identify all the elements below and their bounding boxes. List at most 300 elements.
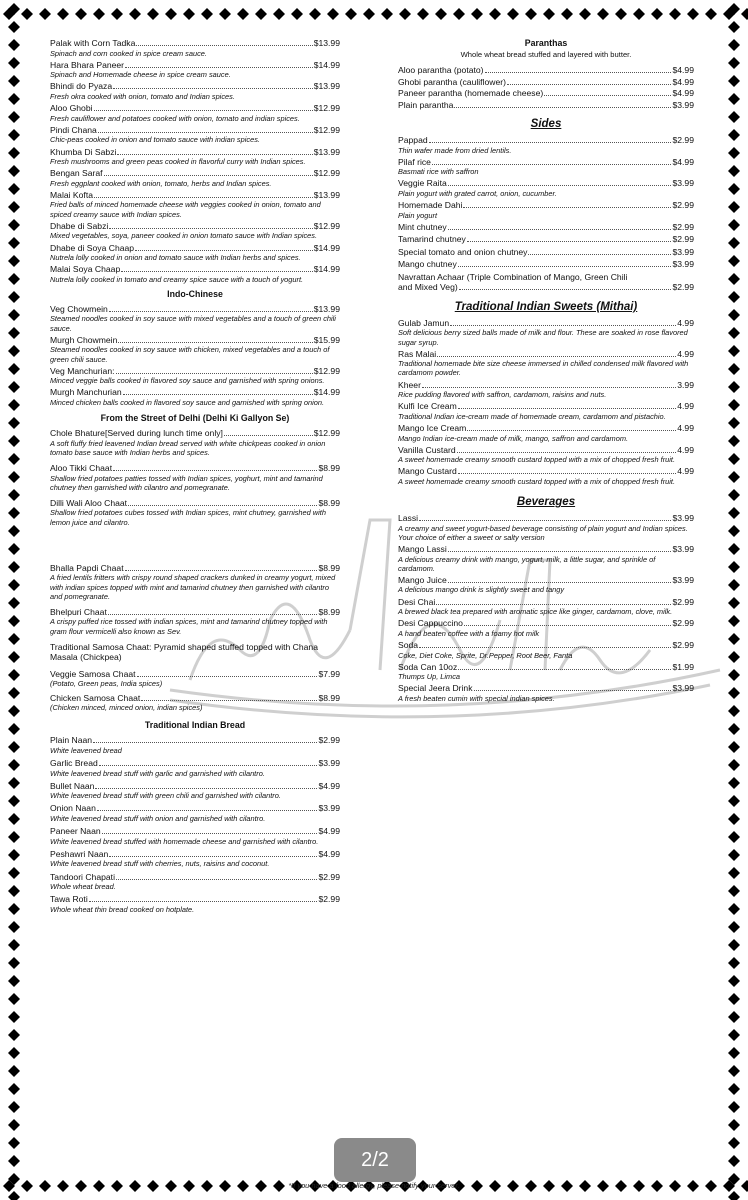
item-name: Veggie Samosa Chaat bbox=[50, 668, 136, 679]
item-name: Aloo parantha (potato) bbox=[398, 65, 484, 75]
leader-dots bbox=[448, 551, 672, 552]
item-name: Pilaf rice bbox=[398, 156, 431, 167]
item-price: $8.99 bbox=[318, 562, 340, 573]
leader-dots bbox=[125, 570, 318, 571]
item-price: $2.99 bbox=[318, 735, 340, 746]
leader-dots bbox=[104, 175, 313, 176]
leader-dots bbox=[457, 452, 677, 453]
item-name: Aloo Ghobi bbox=[50, 103, 93, 114]
item-name: Mango Juice bbox=[398, 574, 447, 585]
leader-dots bbox=[419, 647, 671, 648]
beverages-list bbox=[398, 513, 694, 703]
item-price: $2.99 bbox=[318, 894, 340, 905]
leader-dots bbox=[467, 241, 672, 242]
leader-dots bbox=[141, 700, 317, 701]
item-description: Steamed noodles cooked in soy sauce with mixed vegetables and a touch of green chili sauce. bbox=[50, 314, 336, 333]
item-description: A creamy and sweet yogurt-based beverage consisting of plain yogurt and Indian spices. Your choice of either a sweet or salty version bbox=[398, 523, 688, 542]
item-name: Plain parantha bbox=[398, 99, 454, 110]
item-name: Soda Can 10oz bbox=[398, 661, 458, 672]
item-price: $13.99 bbox=[313, 146, 340, 157]
item-price: $2.99 bbox=[672, 234, 694, 245]
item-price: $12.99 bbox=[313, 103, 340, 114]
item-name: Bullet Naan bbox=[50, 780, 95, 791]
item-description: Mixed vegetables, soya, paneer cooked in onion tomato sauce with Indian spices. bbox=[50, 231, 318, 241]
menu-item bbox=[50, 38, 340, 58]
leader-dots bbox=[485, 72, 672, 73]
item-name: Ras Malai bbox=[398, 348, 437, 359]
menu-item bbox=[50, 103, 340, 123]
item-description: Fresh mushrooms and green peas cooked in flavorful curry with Indian spices. bbox=[50, 157, 306, 167]
item-description: White leavened bread stuff with onion and garnished with cilantro. bbox=[50, 813, 266, 823]
leader-dots bbox=[109, 856, 317, 857]
item-name: Gulab Jamun bbox=[398, 317, 450, 328]
item-price: $4.99 bbox=[672, 65, 694, 75]
menu-item bbox=[398, 640, 694, 660]
menu-item bbox=[398, 423, 694, 443]
item-price: $2.99 bbox=[672, 640, 694, 651]
menu-item bbox=[50, 387, 340, 407]
menu-item bbox=[50, 304, 340, 333]
menu-item bbox=[50, 190, 340, 219]
item-price: 4.99 bbox=[677, 401, 694, 412]
item-description: White leavened bread bbox=[50, 745, 122, 755]
item-price: $2.99 bbox=[672, 135, 694, 145]
leader-dots bbox=[474, 690, 672, 691]
menu-item bbox=[398, 683, 694, 703]
leader-dots bbox=[458, 473, 677, 474]
item-description: Plain yogurt with grated carrot, onion, cucumber. bbox=[398, 188, 557, 198]
leader-dots bbox=[128, 505, 317, 506]
item-name: Onion Naan bbox=[50, 803, 96, 814]
menu-item bbox=[50, 335, 340, 364]
item-description: Plain yogurt bbox=[398, 210, 438, 220]
item-name: Tamarind chutney bbox=[398, 234, 466, 245]
menu-item bbox=[50, 735, 340, 755]
leader-dots bbox=[458, 408, 677, 409]
item-price: $13.99 bbox=[313, 303, 340, 314]
item-name: Bengan Saraf bbox=[50, 168, 103, 179]
item-price: $13.99 bbox=[313, 38, 340, 48]
item-price: $3.99 bbox=[672, 544, 694, 555]
leader-dots bbox=[467, 430, 676, 431]
item-price: $2.99 bbox=[318, 871, 340, 882]
menu-item bbox=[50, 758, 340, 778]
section-title-sides: Sides bbox=[530, 118, 562, 130]
item-price: $12.99 bbox=[313, 168, 340, 179]
indian-bread-list bbox=[50, 735, 340, 914]
item-name: Aloo Tikki Chaat bbox=[50, 463, 113, 474]
leader-dots bbox=[224, 435, 313, 436]
menu-item bbox=[398, 222, 694, 233]
menu-item bbox=[398, 157, 694, 177]
item-name: Dhabe di Soya Chaap bbox=[50, 242, 135, 253]
item-description: Coke, Diet Coke, Sprite, Dr.Pepper, Root Beer, Fanta bbox=[398, 650, 573, 660]
leader-dots bbox=[102, 833, 318, 834]
item-name: Vanilla Custard bbox=[398, 444, 456, 455]
samosa-chaat-list bbox=[50, 669, 340, 712]
item-price: 3.99 bbox=[677, 379, 694, 390]
item-description: Rice pudding flavored with saffron, cardamom, raisins and nuts. bbox=[398, 390, 607, 400]
item-name: Hara Bhara Paneer bbox=[50, 59, 125, 70]
item-name: Desi Chai bbox=[398, 596, 436, 607]
left-column bbox=[50, 38, 340, 917]
menu-item bbox=[50, 872, 340, 892]
item-name: Chicken Samosa Chaat bbox=[50, 692, 141, 703]
item-price: $13.99 bbox=[313, 81, 340, 92]
menu-item bbox=[50, 125, 340, 145]
item-description: A crispy puffed rice tossed with indian spices, mint and tamarind chutney topped with gram flour vermicelli also known as Sev. bbox=[50, 617, 328, 636]
item-name: Palak with Corn Tadka bbox=[50, 38, 136, 48]
item-description: (Chicken minced, minced onion, indian spices) bbox=[50, 703, 203, 713]
item-price: $4.99 bbox=[672, 76, 694, 87]
indo-chinese-list bbox=[50, 304, 340, 407]
menu-item bbox=[50, 498, 340, 527]
item-description: A hand beaten coffee with a foamy hot milk bbox=[398, 628, 540, 638]
menu-item bbox=[50, 607, 340, 636]
item-price: $2.99 bbox=[672, 618, 694, 629]
section-title-delhi-street: From the Street of Delhi (Delhi Ki Gallyon Se) bbox=[100, 413, 290, 424]
menu-item bbox=[398, 65, 694, 76]
item-description: Steamed noodles cooked in soy sauce with chicken, mixed vegetables and a touch of green chili sauce. bbox=[50, 345, 330, 364]
leader-dots bbox=[109, 311, 313, 312]
item-price: $2.99 bbox=[672, 282, 694, 293]
menu-item bbox=[398, 200, 694, 220]
item-description: Chic-peas cooked in onion and tomato sauce with indian spices. bbox=[50, 135, 260, 145]
paranthas-list bbox=[398, 65, 694, 110]
item-name: Mango Ice Cream bbox=[398, 423, 467, 434]
menu-item bbox=[50, 221, 340, 241]
item-price: $8.99 bbox=[318, 497, 340, 508]
leader-dots bbox=[436, 604, 671, 605]
menu-item bbox=[50, 60, 340, 80]
item-name: Kulfi Ice Cream bbox=[398, 401, 457, 412]
menu-item bbox=[398, 466, 694, 486]
menu-item bbox=[398, 318, 694, 347]
leader-dots bbox=[422, 387, 676, 388]
item-name: Murgh Chowmein bbox=[50, 334, 118, 345]
item-description: Whole wheat bread. bbox=[50, 882, 116, 892]
item-description: Whole wheat thin bread cooked on hotplate. bbox=[50, 904, 195, 914]
sides-list bbox=[398, 135, 694, 270]
item-name: Soda bbox=[398, 640, 419, 651]
item-price: $14.99 bbox=[313, 387, 340, 398]
item-name: Pindi Chana bbox=[50, 124, 97, 135]
item-price: $12.99 bbox=[313, 220, 340, 231]
item-price: $12.99 bbox=[313, 428, 340, 439]
item-price: $12.99 bbox=[313, 365, 340, 376]
item-price: $3.99 bbox=[672, 574, 694, 585]
item-price: $14.99 bbox=[313, 242, 340, 253]
sweets-list bbox=[398, 318, 694, 486]
item-price: $3.99 bbox=[318, 758, 340, 768]
section-title-paranthas: Paranthas bbox=[524, 38, 568, 48]
leader-dots bbox=[108, 614, 318, 615]
leader-dots bbox=[458, 266, 672, 267]
delhi-street-list bbox=[50, 428, 340, 527]
item-name: and Mixed Veg) bbox=[398, 282, 458, 293]
item-description: Fresh cauliflower and potatoes cooked with onion, tomato and indian spices. bbox=[50, 113, 300, 123]
leader-dots bbox=[448, 185, 672, 186]
leader-dots bbox=[136, 45, 312, 46]
item-description: Shallow fried potatoes patties tossed with Indian spices, yoghurt, mint and tamarind chutney then garnished with cilantro and pomegranate. bbox=[50, 473, 323, 492]
item-description: Minced chicken balls cooked in flavored soy sauce and garnished with spring onion. bbox=[50, 397, 325, 407]
item-price: $2.99 bbox=[672, 200, 694, 211]
menu-item bbox=[398, 662, 694, 682]
leader-dots bbox=[507, 84, 672, 85]
item-price: $4.99 bbox=[672, 88, 694, 98]
menu-item bbox=[398, 380, 694, 400]
menu-item bbox=[50, 463, 340, 492]
item-description: Minced veggie balls cooked in flavored soy sauce and garnished with spring onions. bbox=[50, 376, 325, 386]
menu-item bbox=[50, 781, 340, 801]
item-price: $4.99 bbox=[672, 156, 694, 167]
menu-item bbox=[398, 135, 694, 155]
vegetarian-entrees-list bbox=[50, 38, 340, 284]
item-description: Nutrela lolly cooked in onion and tomato sauce with Indian herbs and spices. bbox=[50, 253, 301, 263]
item-name: Peshawri Naan bbox=[50, 848, 109, 859]
leader-dots bbox=[116, 373, 313, 374]
item-price: 4.99 bbox=[677, 466, 694, 477]
item-name: Ghobi parantha (cauliflower) bbox=[398, 76, 506, 87]
item-name: Malai Kofta bbox=[50, 189, 93, 200]
menu-item bbox=[398, 544, 694, 573]
item-description: Fried balls of minced homemade cheese with veggies cooked in onion, tomato and spiced creamy sauce with Indian spices. bbox=[50, 200, 321, 219]
item-description: A delicious mango drink is slightly sweet and tangy bbox=[398, 585, 565, 595]
leader-dots bbox=[121, 271, 312, 272]
item-name: Tandoori Chapati bbox=[50, 871, 115, 882]
item-price: $15.99 bbox=[313, 334, 340, 345]
item-name: Dilli Wali Aloo Chaat bbox=[50, 497, 128, 508]
leader-dots bbox=[459, 289, 672, 290]
menu-item bbox=[398, 575, 694, 595]
item-description: A sweet homemade creamy smooth custard topped with a mix of chopped fresh fruit. bbox=[398, 476, 676, 486]
item-price: $4.99 bbox=[318, 826, 340, 837]
page-indicator: 2/2 bbox=[334, 1138, 416, 1182]
decorative-border-top bbox=[0, 0, 748, 28]
right-column bbox=[398, 38, 694, 705]
leader-dots bbox=[89, 901, 318, 902]
item-description: Nutrela lolly cooked in tomato and creamy spice sauce with a touch of yogurt. bbox=[50, 274, 304, 284]
menu-item bbox=[398, 513, 694, 542]
menu-item bbox=[50, 803, 340, 823]
item-price: $1.99 bbox=[672, 661, 694, 672]
delhi-street-list-2 bbox=[50, 563, 340, 636]
samosa-chaat-heading: Traditional Samosa Chaat: Pyramid shaped stuffed topped with Chana Masala (Chickpea) bbox=[50, 641, 318, 663]
menu-item bbox=[398, 618, 694, 638]
item-price: $7.99 bbox=[318, 668, 340, 679]
item-name: Desi Cappuccino bbox=[398, 618, 463, 629]
item-price: 4.99 bbox=[677, 348, 694, 359]
menu-item bbox=[398, 88, 694, 99]
item-price: 4.99 bbox=[677, 444, 694, 455]
menu-item bbox=[398, 247, 694, 258]
item-name: Bhelpuri Chaat bbox=[50, 606, 107, 617]
menu-item bbox=[398, 401, 694, 421]
item-description: Basmati rice with saffron bbox=[398, 167, 479, 177]
item-description: Traditional homemade bite size cheese immersed in chilled condensed milk flavored with cardamom powder. bbox=[398, 359, 689, 378]
item-name: Special Jeera Drink bbox=[398, 683, 473, 694]
item-name: Chole Bhature[Served during lunch time only] bbox=[50, 428, 223, 439]
item-description: A fried lentils fritters with crispy round shaped crackers dunked in creamy yogurt, mixed with indian spices topped with mint and tamarind chutney then garnished with cilantro and pomegranate. bbox=[50, 573, 336, 601]
leader-dots bbox=[448, 582, 672, 583]
leader-dots bbox=[113, 88, 313, 89]
item-description: A delicious creamy drink with mango, yogurt, milk, a little sugar, and sprinkle of cardamom. bbox=[398, 554, 656, 573]
item-name: Tawa Roti bbox=[50, 894, 88, 905]
item-price: $8.99 bbox=[318, 692, 340, 703]
item-name: Bhindi do Pyaza bbox=[50, 81, 113, 92]
menu-item-navrattan-achaar bbox=[398, 272, 694, 293]
item-name: Homemade Dahi bbox=[398, 200, 463, 211]
menu-item bbox=[50, 428, 340, 457]
item-price: $8.99 bbox=[318, 606, 340, 617]
item-description: Thumps Up, Limca bbox=[398, 672, 461, 682]
leader-dots bbox=[118, 342, 312, 343]
item-description: Fresh okra cooked with onion, tomato and Indian spices. bbox=[50, 91, 235, 101]
item-name: Malai Soya Chaap bbox=[50, 264, 121, 275]
menu-item bbox=[398, 178, 694, 198]
item-price: $3.99 bbox=[672, 683, 694, 694]
menu-item bbox=[398, 349, 694, 378]
menu-item bbox=[398, 234, 694, 245]
item-name: Veggie Raita bbox=[398, 178, 447, 189]
item-price: $3.99 bbox=[672, 99, 694, 110]
leader-dots bbox=[137, 676, 318, 677]
menu-item bbox=[50, 243, 340, 263]
menu-item bbox=[50, 264, 340, 284]
item-price: $14.99 bbox=[313, 264, 340, 275]
item-description: A sweet homemade creamy smooth custard topped with a mix of chopped fresh fruit. bbox=[398, 455, 676, 465]
item-price: $13.99 bbox=[313, 189, 340, 200]
menu-item bbox=[50, 81, 340, 101]
item-name: Dhabe di Sabzi bbox=[50, 220, 109, 231]
item-name: Kheer bbox=[398, 379, 421, 390]
item-description: White leavened bread stuffed with homemade cheese and garnished with cilantro. bbox=[50, 836, 319, 846]
menu-item bbox=[398, 597, 694, 617]
leader-dots bbox=[123, 394, 313, 395]
item-name: Mango chutney bbox=[398, 259, 457, 270]
item-description: White leavened bread stuff with green chili and garnished with cilantro. bbox=[50, 791, 281, 801]
item-name: Khumba Di Sabzi bbox=[50, 146, 117, 157]
menu-item bbox=[50, 849, 340, 869]
leader-dots bbox=[432, 164, 672, 165]
menu-item bbox=[398, 259, 694, 270]
item-price: $8.99 bbox=[318, 463, 340, 474]
item-name: Garlic Bread bbox=[50, 758, 98, 768]
leader-dots bbox=[544, 95, 671, 96]
item-name: Mango Custard bbox=[398, 466, 457, 477]
item-price: 4.99 bbox=[677, 423, 694, 434]
item-name: Plain Naan bbox=[50, 735, 93, 746]
item-description: Soft delicious berry sized balls made of milk and flour. These are soaked in rose flavored sugar syrup. bbox=[398, 328, 688, 347]
item-name: Paneer parantha (homemade cheese) bbox=[398, 88, 544, 98]
item-price: 4.99 bbox=[677, 317, 694, 328]
section-title-indian-bread: Traditional Indian Bread bbox=[144, 720, 246, 731]
item-description: Traditional Indian ice-cream made of homemade cream, cardamom and pistachio. bbox=[398, 411, 666, 421]
leader-dots bbox=[116, 879, 318, 880]
menu-item bbox=[50, 669, 340, 689]
item-price: $3.99 bbox=[672, 178, 694, 189]
leader-dots bbox=[450, 325, 676, 326]
allergy-footnote: *If you have a food allergy, please notify your server. bbox=[288, 1181, 460, 1190]
item-description: A fresh beaten cumin with special indian spices. bbox=[398, 693, 555, 703]
menu-item bbox=[50, 168, 340, 188]
leader-dots bbox=[454, 107, 671, 108]
leader-dots bbox=[109, 228, 312, 229]
leader-dots bbox=[458, 669, 671, 670]
item-price: $3.99 bbox=[672, 259, 694, 270]
item-description: Shallow fried potatoes cubes tossed with Indian spices, mint chutney, garnished with lemon juice and cilantro. bbox=[50, 508, 326, 527]
item-name: Murgh Manchurian bbox=[50, 387, 122, 398]
item-name: Bhalla Papdi Chaat bbox=[50, 562, 124, 573]
item-name: Veg Chowmein bbox=[50, 303, 108, 314]
item-name: Lassi bbox=[398, 513, 419, 524]
leader-dots bbox=[117, 154, 312, 155]
leader-dots bbox=[437, 356, 676, 357]
item-description: A brewed black tea prepared with aromatic spice like ginger, cardamom, clove, milk. bbox=[398, 607, 673, 617]
item-name: Veg Manchurian: bbox=[50, 365, 115, 376]
section-title-sweets: Traditional Indian Sweets (Mithai) bbox=[454, 300, 638, 313]
leader-dots bbox=[94, 110, 313, 111]
menu-item bbox=[50, 693, 340, 713]
item-name: Special tomato and onion chutney bbox=[398, 246, 528, 257]
item-name: Mango Lassi bbox=[398, 544, 447, 555]
leader-dots bbox=[463, 207, 671, 208]
menu-item bbox=[398, 445, 694, 465]
item-description: Mango Indian ice-cream made of milk, mango, saffron and cardamom. bbox=[398, 433, 629, 443]
item-description: White leavened bread stuff with garlic and garnished with cilantro. bbox=[50, 768, 265, 778]
item-price: $2.99 bbox=[672, 221, 694, 232]
paranthas-subtitle: Whole wheat bread stuffed and layered with butter. bbox=[460, 50, 632, 59]
leader-dots bbox=[93, 742, 317, 743]
item-description: Spinach and corn cooked in spice cream sauce. bbox=[50, 48, 207, 58]
leader-dots bbox=[99, 765, 318, 766]
leader-dots bbox=[135, 250, 313, 251]
item-price: $4.99 bbox=[318, 848, 340, 859]
item-price: $4.99 bbox=[318, 780, 340, 791]
item-description: A soft fluffy fried leavened Indian bread served with white chickpeas cooked in onion tomato base sauce with Indian herbs and spices. bbox=[50, 438, 326, 457]
menu-item bbox=[50, 366, 340, 386]
item-price: $3.99 bbox=[672, 246, 694, 257]
item-price: $2.99 bbox=[672, 596, 694, 607]
leader-dots bbox=[113, 470, 317, 471]
item-name: Navrattan Achaar (Triple Combination of Mango, Green Chili bbox=[398, 271, 628, 282]
item-price: $12.99 bbox=[313, 124, 340, 135]
item-description: Fresh eggplant cooked with onion, tomato, herbs and Indian spices. bbox=[50, 178, 272, 188]
leader-dots bbox=[125, 67, 313, 68]
item-price: $14.99 bbox=[313, 59, 340, 70]
decorative-border-left bbox=[0, 0, 28, 1200]
item-price: $3.99 bbox=[672, 513, 694, 524]
menu-item bbox=[50, 894, 340, 914]
leader-dots bbox=[98, 132, 313, 133]
item-description: Spinach and Homemade cheese in spice cream sauce. bbox=[50, 70, 231, 80]
leader-dots bbox=[464, 625, 672, 626]
menu-item bbox=[50, 147, 340, 167]
item-name: Paneer Naan bbox=[50, 826, 101, 837]
leader-dots bbox=[97, 810, 318, 811]
leader-dots bbox=[448, 229, 672, 230]
section-title-beverages: Beverages bbox=[516, 496, 576, 509]
leader-dots bbox=[95, 788, 317, 789]
leader-dots bbox=[429, 142, 672, 143]
leader-dots bbox=[419, 520, 671, 521]
item-name: Pappad bbox=[398, 135, 428, 145]
menu-item bbox=[398, 77, 694, 88]
menu-item bbox=[50, 826, 340, 846]
item-description: Thin wafer made from dried lentils. bbox=[398, 145, 512, 155]
menu-item bbox=[398, 100, 694, 111]
item-name: Mint chutney bbox=[398, 221, 447, 232]
